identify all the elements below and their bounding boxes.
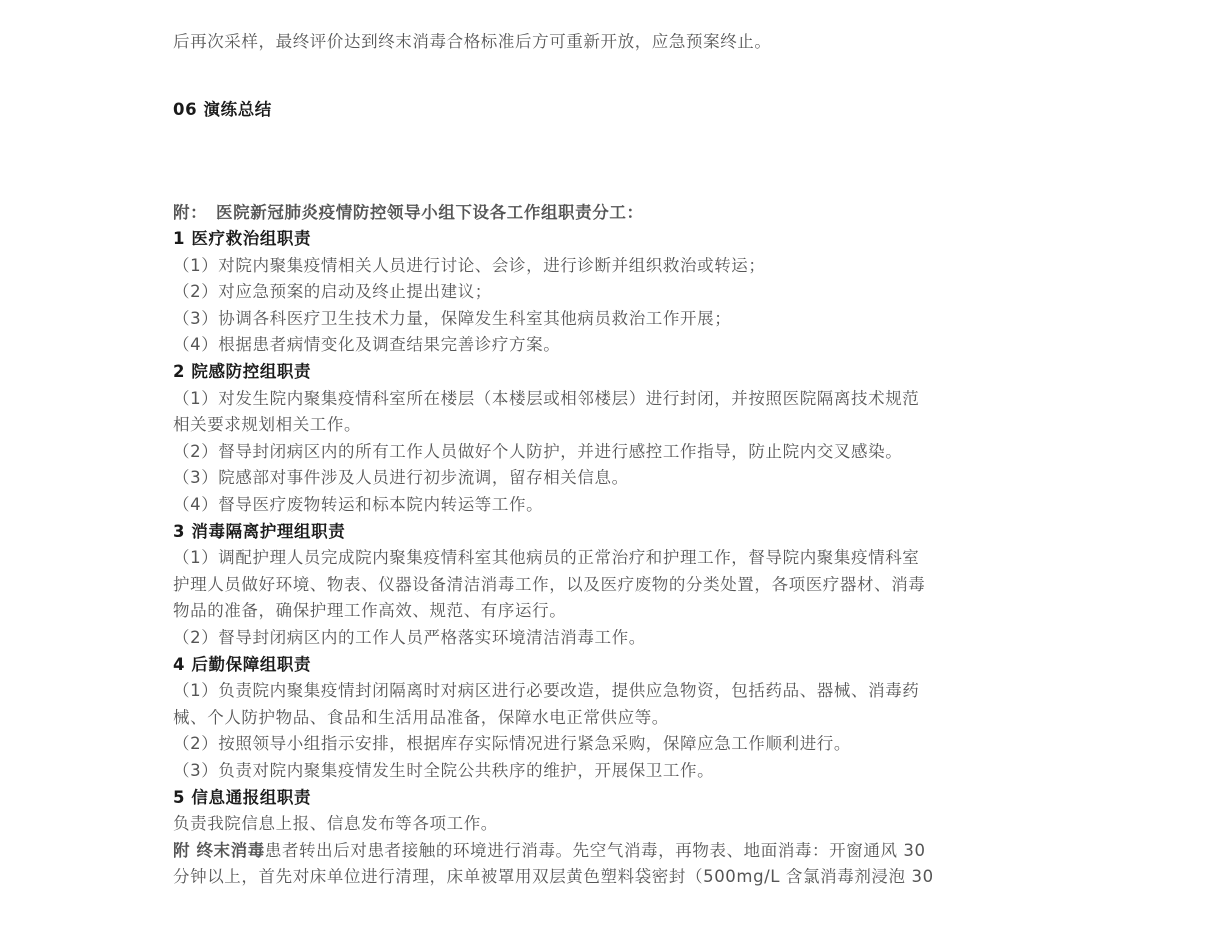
group-2-line: （1）对发生院内聚集疫情科室所在楼层（本楼层或相邻楼层）进行封闭，并按照医院隔离技术规范 — [173, 389, 920, 408]
section-6-title: 06 演练总结 — [173, 100, 272, 119]
group-1-line: （3）协调各科医疗卫生技术力量，保障发生科室其他病员救治工作开展； — [173, 309, 732, 328]
terminal-disinfection-label: 附 终末消毒 — [173, 841, 265, 860]
group-1-title: 1 医疗救治组职责 — [173, 229, 312, 248]
group-5-title: 5 信息通报组职责 — [173, 788, 312, 807]
group-5-line: 负责我院信息上报、信息发布等各项工作。 — [173, 814, 498, 833]
group-3-title: 3 消毒隔离护理组职责 — [173, 522, 346, 541]
group-3-line: （2）督导封闭病区内的工作人员严格落实环境清洁消毒工作。 — [173, 628, 646, 647]
terminal-disinfection-line-2: 分钟以上，首先对床单位进行清理，床单被罩用双层黄色塑料袋密封（500mg/L 含氯消毒剂浸泡 30 — [173, 867, 934, 886]
group-4-line: （1）负责院内聚集疫情封闭隔离时对病区进行必要改造，提供应急物资，包括药品、器械、消毒药 — [173, 681, 920, 700]
group-4-line: （2）按照领导小组指示安排，根据库存实际情况进行紧急采购，保障应急工作顺利进行。 — [173, 734, 851, 753]
intro-tail-text: 后再次采样，最终评价达到终末消毒合格标准后方可重新开放，应急预案终止。 — [173, 32, 772, 51]
group-2-title: 2 院感防控组职责 — [173, 362, 312, 381]
group-2-line: （2）督导封闭病区内的所有工作人员做好个人防护，并进行感控工作指导，防止院内交叉感染。 — [173, 442, 903, 461]
group-3-line: 物品的准备，确保护理工作高效、规范、有序运行。 — [173, 601, 567, 620]
group-1-line: （4）根据患者病情变化及调查结果完善诊疗方案。 — [173, 335, 561, 354]
group-2-line: 相关要求规划相关工作。 — [173, 415, 362, 434]
group-3-line: （1）调配护理人员完成院内聚集疫情科室其他病员的正常治疗和护理工作，督导院内聚集疫情科室 — [173, 548, 920, 567]
group-4-line: 械、个人防护物品、食品和生活用品准备，保障水电正常供应等。 — [173, 708, 669, 727]
group-4-title: 4 后勤保障组职责 — [173, 655, 312, 674]
group-3-line: 护理人员做好环境、物表、仪器设备清洁消毒工作，以及医疗废物的分类处置，各项医疗器材、消毒 — [173, 575, 926, 594]
group-1-line: （1）对院内聚集疫情相关人员进行讨论、会诊，进行诊断并组织救治或转运； — [173, 256, 766, 275]
group-1-line: （2）对应急预案的启动及终止提出建议； — [173, 282, 492, 301]
annex-title: 附： 医院新冠肺炎疫情防控领导小组下设各工作组职责分工： — [173, 203, 644, 222]
group-4-line: （3）负责对院内聚集疫情发生时全院公共秩序的维护，开展保卫工作。 — [173, 761, 715, 780]
group-2-line: （4）督导医疗废物转运和标本院内转运等工作。 — [173, 495, 544, 514]
terminal-disinfection-paragraph — [173, 839, 926, 863]
group-2-line: （3）院感部对事件涉及人员进行初步流调，留存相关信息。 — [173, 468, 629, 487]
terminal-disinfection-text: 患者转出后对患者接触的环境进行消毒。先空气消毒，再物表、地面消毒：开窗通风 30 — [264, 841, 926, 860]
